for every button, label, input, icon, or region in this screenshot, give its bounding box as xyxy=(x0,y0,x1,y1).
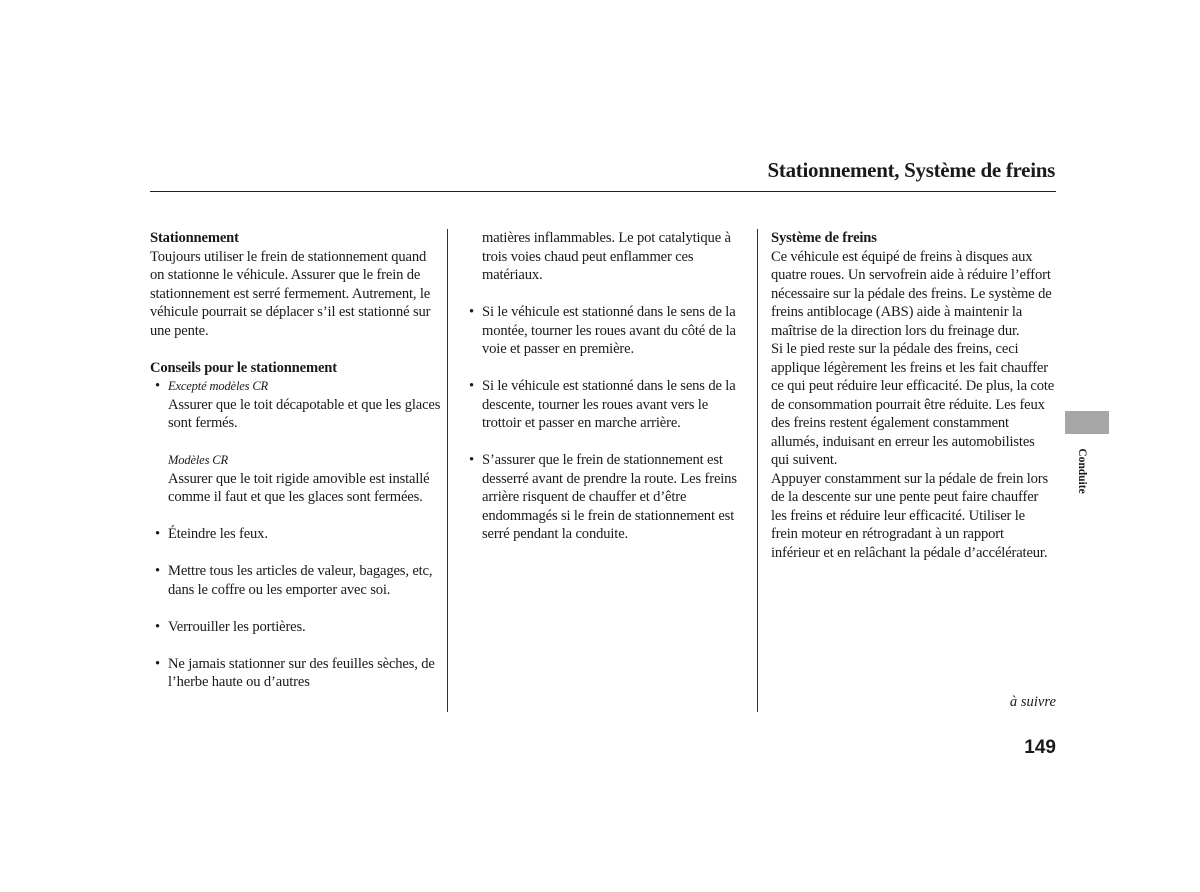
section-heading-parking-tips: Conseils pour le stationnement xyxy=(150,359,337,376)
model-tag: Modèles CR xyxy=(168,453,228,467)
section-heading-brakes: Système de freins xyxy=(771,230,877,246)
section-tab-label: Conduite xyxy=(1076,448,1088,494)
list-item: • Si le véhicule est stationné dans le sens de la descente, tourner les roues avant vers le trottoir et passer en marche arrière. xyxy=(464,377,750,433)
brakes-paragraph: Ce véhicule est équipé de freins à disques aux quatre roues. Un servofrein aide à réduire l’effort nécessaire sur la pédale des freins. Le système de freins antiblocage (ABS) aide à maintenir la maîtrise de la direction lors du freinage dur. xyxy=(771,248,1052,339)
list-item xyxy=(150,377,442,433)
parking-paragraph: Toujours utiliser le frein de stationnement quand on stationne le véhicule. Assurer que le frein de stationnement est serré fermement. Autrement, le véhicule pourrait se déplacer s’il est stationné sur une pente. xyxy=(150,248,431,339)
list-item: • Éteindre les feux. xyxy=(150,525,442,544)
model-tag: • Excepté modèles CR xyxy=(168,379,269,393)
list-item: • Si le véhicule est stationné dans le sens de la montée, tourner les roues avant du côté de la voie et passer en première. xyxy=(464,303,750,359)
page-title: Stationnement, Système de freins xyxy=(767,158,1055,182)
title-rule xyxy=(150,191,1056,192)
list-item: • Mettre tous les articles de valeur, bagages, etc, dans le coffre ou les emporter avec soi. xyxy=(150,562,442,599)
column-divider xyxy=(447,229,448,712)
column-right xyxy=(771,229,1055,562)
list-item: • S’assurer que le frein de stationnement est desserré avant de prendre la route. Les freins arrière risquent de chauffer et d’être endommagés si le frein de stationnement est serré pendant la conduite. xyxy=(464,451,750,544)
list-item-continuation: matières inflammables. Le pot catalytique à trois voies chaud peut enflammer ces matériaux. xyxy=(482,230,731,283)
continued-note: à suivre xyxy=(1009,694,1056,710)
section-tab-marker xyxy=(1065,411,1109,434)
column-middle xyxy=(464,229,750,544)
brakes-paragraph: Si le pied reste sur la pédale des freins, ceci applique légèrement les freins et les fait chauffer ce qui peut réduire leur efficacité. De plus, la cote de consommation pourrait être réduite. Les feux des freins restent également constamment allumés, induisant en erreur les automobilistes qui suivent. xyxy=(771,341,1055,468)
section-heading-parking: Stationnement xyxy=(150,230,239,246)
list-item-text: Assurer que le toit rigide amovible est installé comme il faut et que les glaces sont fermées. xyxy=(168,470,430,505)
page-number: 149 xyxy=(1024,737,1056,758)
list-item: • Ne jamais stationner sur des feuilles sèches, de l’herbe haute ou d’autres xyxy=(150,655,442,692)
brakes-paragraph: Appuyer constamment sur la pédale de frein lors de la descente sur une pente peut faire chauffer les freins et réduire leur efficacité. Utiliser le frein moteur en rétrogradant à un rapport inférieur et en relâchant la pédale d’accélérateur. xyxy=(771,470,1049,561)
list-item-text: Assurer que le toit décapotable et que les glaces sont fermés. xyxy=(168,396,441,431)
list-item-continuation xyxy=(150,451,442,507)
list-item: • Verrouiller les portières. xyxy=(150,618,442,637)
column-divider xyxy=(757,229,758,712)
column-left xyxy=(150,229,442,692)
